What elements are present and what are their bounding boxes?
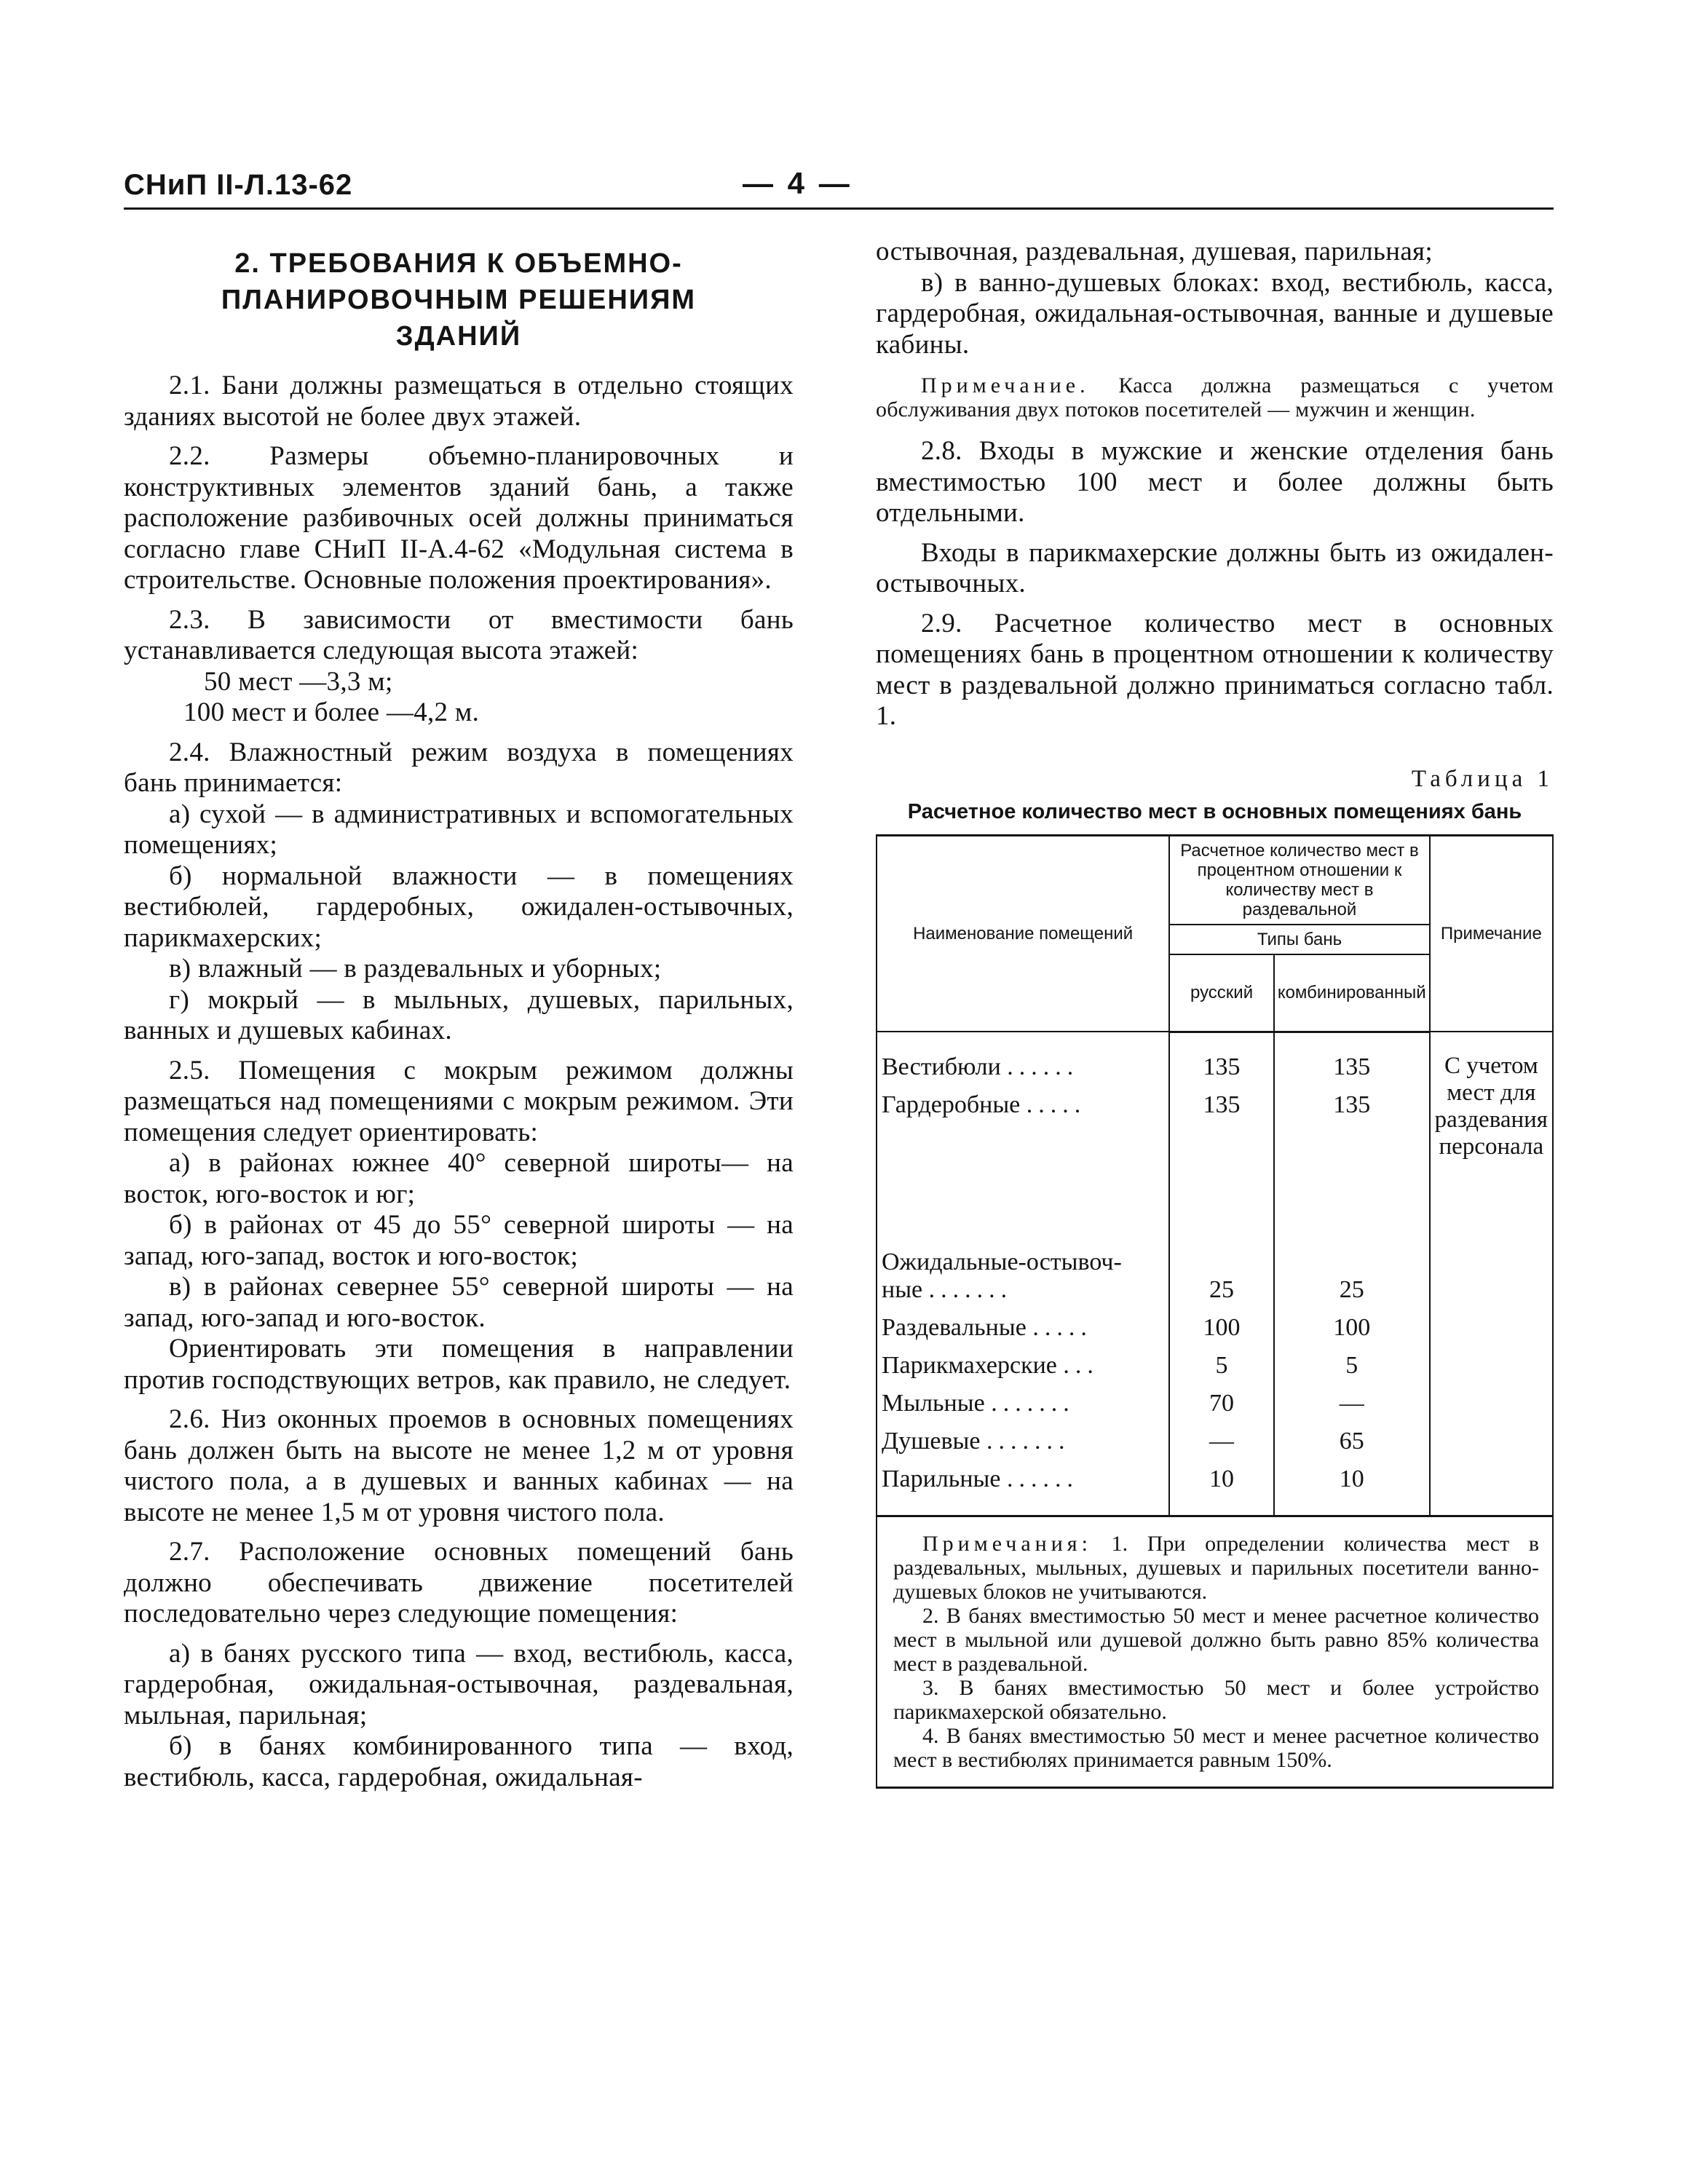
left-column	[124, 237, 794, 1793]
header-room-name: Наименование помещений	[877, 835, 1169, 1032]
paragraph-2-5-item: а) в районах южнее 40° северной широты— на восток, юго-восток и юг;	[124, 1148, 794, 1209]
table-row	[877, 1032, 1553, 1086]
cell-combined: 100	[1274, 1309, 1430, 1347]
table-note-2: 2. В банях вместимостью 50 мест и менее расчетное количество мест в мыльной или душевой должно быть равно 85% количества мест в раздевальной.	[893, 1603, 1539, 1676]
paragraph-2-5: 2.5. Помещения с мокрым режимом должны размещаться над помещениями с мокрым режимом. Эти помещения следует ориентировать:	[124, 1055, 794, 1147]
header-calc: Расчетное количество мест в процентном отношении к количеству мест в раздевальной	[1169, 835, 1429, 925]
paragraph-2-9: 2.9. Расчетное количество мест в основных помещениях бань в процентном отношении к количеству мест в раздевальной должно приниматься согласно табл. 1.	[876, 608, 1554, 731]
room-name: Раздевальные .....	[877, 1309, 1169, 1347]
cell-combined: 5	[1274, 1347, 1430, 1385]
room-name: Ожидальные-остывоч- ные .......	[877, 1243, 1169, 1309]
cell-russian: 5	[1169, 1347, 1274, 1385]
table-note-3: 3. В банях вместимостью 50 мест и более устройство парикмахерской обязательно.	[893, 1675, 1539, 1724]
header-rule	[124, 207, 1554, 210]
right-column	[876, 237, 1554, 1789]
page-number: — 4 —	[743, 166, 853, 200]
paragraph-2-3-item: 100 мест и более —4,2 м.	[183, 697, 480, 727]
paragraph-2-7-continued: остывочная, раздевальная, душевая, парильная;	[876, 237, 1433, 266]
room-name: Гардеробные .....	[877, 1086, 1169, 1124]
room-name: Вестибюли ......	[877, 1032, 1169, 1086]
cell-russian: 70	[1169, 1385, 1274, 1423]
cell-russian: 100	[1169, 1309, 1274, 1347]
cell-combined: 65	[1274, 1423, 1430, 1460]
paragraph-2-5-conclusion: Ориентировать эти помещения в направлении против господствующих ветров, как правило, не следует.	[124, 1334, 794, 1395]
header-combined: комбинированный	[1274, 954, 1430, 1032]
cell-combined: 25	[1274, 1243, 1430, 1309]
paragraph-2-8: 2.8. Входы в мужские и женские отделения бань вместимостью 100 мест и более должны быть отдельными.	[876, 436, 1554, 528]
cell-combined: —	[1274, 1385, 1430, 1423]
paragraph-2-3-item: 50 мест —3,3 м;	[204, 666, 393, 697]
section-title	[124, 245, 794, 355]
note	[876, 373, 1554, 422]
note-cell: С учетом мест для раздевания персонала	[1430, 1032, 1553, 1516]
paragraph-2-3: 2.3. В зависимости от вместимости бань устанавливается следующая высота этажей:	[124, 604, 794, 665]
room-name: Мыльные .......	[877, 1385, 1169, 1423]
paragraph-2-5-item: б) в районах от 45 до 55° северной широты — на запад, юго-запад, восток и юго-восток;	[124, 1210, 794, 1271]
table-note-4: 4. В банях вместимостью 50 мест и менее расчетное количество мест в вестибюлях принимается равным 150%.	[893, 1723, 1539, 1772]
cell-russian: —	[1169, 1423, 1274, 1460]
table-caption: Таблица 1	[1411, 765, 1554, 792]
paragraph-2-2: 2.2. Размеры объемно-планировочных и конструктивных элементов зданий бань, а также расположение разбивочных осей должны приниматься согласно главе СНиП II-А.4-62 «Модульная система в строительстве. Основные положения проектирования».	[124, 441, 794, 595]
paragraph-2-4-item: в) влажный — в раздевальных и уборных;	[169, 954, 662, 984]
room-name-line: Ожидальные-остывоч-	[882, 1248, 1122, 1275]
room-name: Парикмахерские ...	[877, 1347, 1169, 1385]
note-text: Касса должна размещаться с учетом обслуживания двух потоков посетителей — мужчин и женщин.	[876, 373, 1554, 422]
cell-russian: 135	[1169, 1086, 1274, 1124]
cell-combined: 135	[1274, 1032, 1430, 1086]
table-notes	[877, 1516, 1553, 1787]
paragraph-2-1: 2.1. Бани должны размещаться в отдельно стоящих зданиях высотой не более двух этажей.	[124, 371, 794, 432]
table-notes-row	[877, 1516, 1553, 1787]
cell-russian: 135	[1169, 1032, 1274, 1086]
room-name: Парильные ......	[877, 1460, 1169, 1516]
cell-combined: 135	[1274, 1086, 1430, 1124]
paragraph-2-5-item: в) в районах севернее 55° северной широты — на запад, юго-запад и юго-восток.	[124, 1272, 794, 1333]
paragraph-2-7-item: в) в ванно-душевых блоках: вход, вестибюль, касса, гардеробная, ожидальная-остывочная, ванные и душевые кабины.	[876, 267, 1554, 360]
cell-russian: 25	[1169, 1243, 1274, 1309]
header-note: Примечание	[1430, 835, 1553, 1032]
table-note-1: Примечания: 1. При определении количества мест в раздевальных, мыльных, душевых и парильных посетители ванно-душевых блоков не учитываются.	[893, 1531, 1539, 1604]
document-code: СНиП II-Л.13-62	[124, 169, 353, 201]
cell-combined: 10	[1274, 1460, 1430, 1516]
header-bath-types: Типы бань	[1169, 925, 1429, 954]
paragraph-2-4: 2.4. Влажностный режим воздуха в помещениях бань принимается:	[124, 737, 794, 798]
section-title-line: ЗДАНИЙ	[395, 321, 522, 352]
paragraph-2-4-item: а) сухой — в административных и вспомогательных помещениях;	[124, 799, 794, 860]
paragraph-2-6: 2.6. Низ оконных проемов в основных помещениях бань должен быть на высоте не менее 1,2 м от уровня чистого пола, а в душевых и ванных кабинах — на высоте не менее 1,5 м от уровня чистого пола.	[124, 1404, 794, 1527]
paragraph-2-7-item: б) в банях комбинированного типа — вход, вестибюль, касса, гардеробная, ожидальная-	[124, 1731, 794, 1792]
paragraph-2-4-item: б) нормальной влажности — в помещениях вестибюлей, гардеробных, ожидален-остывочных, парикмахерских;	[124, 860, 794, 953]
table-notes-label: Примечания:	[922, 1531, 1092, 1556]
section-title-line: 2. ТРЕБОВАНИЯ К ОБЪЕМНО-	[234, 248, 683, 279]
paragraph-2-8-entrances: Входы в парикмахерские должны быть из ожидален-остывочных.	[876, 537, 1554, 598]
paragraph-2-7-item: а) в банях русского типа — вход, вестибюль, касса, гардеробная, ожидальная-остывочная, раздевальная, мыльная, парильная;	[124, 1638, 794, 1730]
section-title-line: ПЛАНИРОВОЧНЫМ РЕШЕНИЯМ	[221, 285, 697, 315]
cell-russian: 10	[1169, 1460, 1274, 1516]
header-russian: русский	[1169, 954, 1274, 1032]
room-name: Душевые .......	[877, 1423, 1169, 1460]
paragraph-2-7: 2.7. Расположение основных помещений бань должно обеспечивать движение посетителей последовательно через следующие помещения:	[124, 1537, 794, 1629]
table-title: Расчетное количество мест в основных помещениях бань	[907, 799, 1522, 823]
rooms-table	[876, 834, 1554, 1789]
paragraph-2-4-item: г) мокрый — в мыльных, душевых, парильных, ванных и душевых кабинах.	[124, 984, 794, 1045]
note-label: Примечание.	[921, 373, 1090, 397]
